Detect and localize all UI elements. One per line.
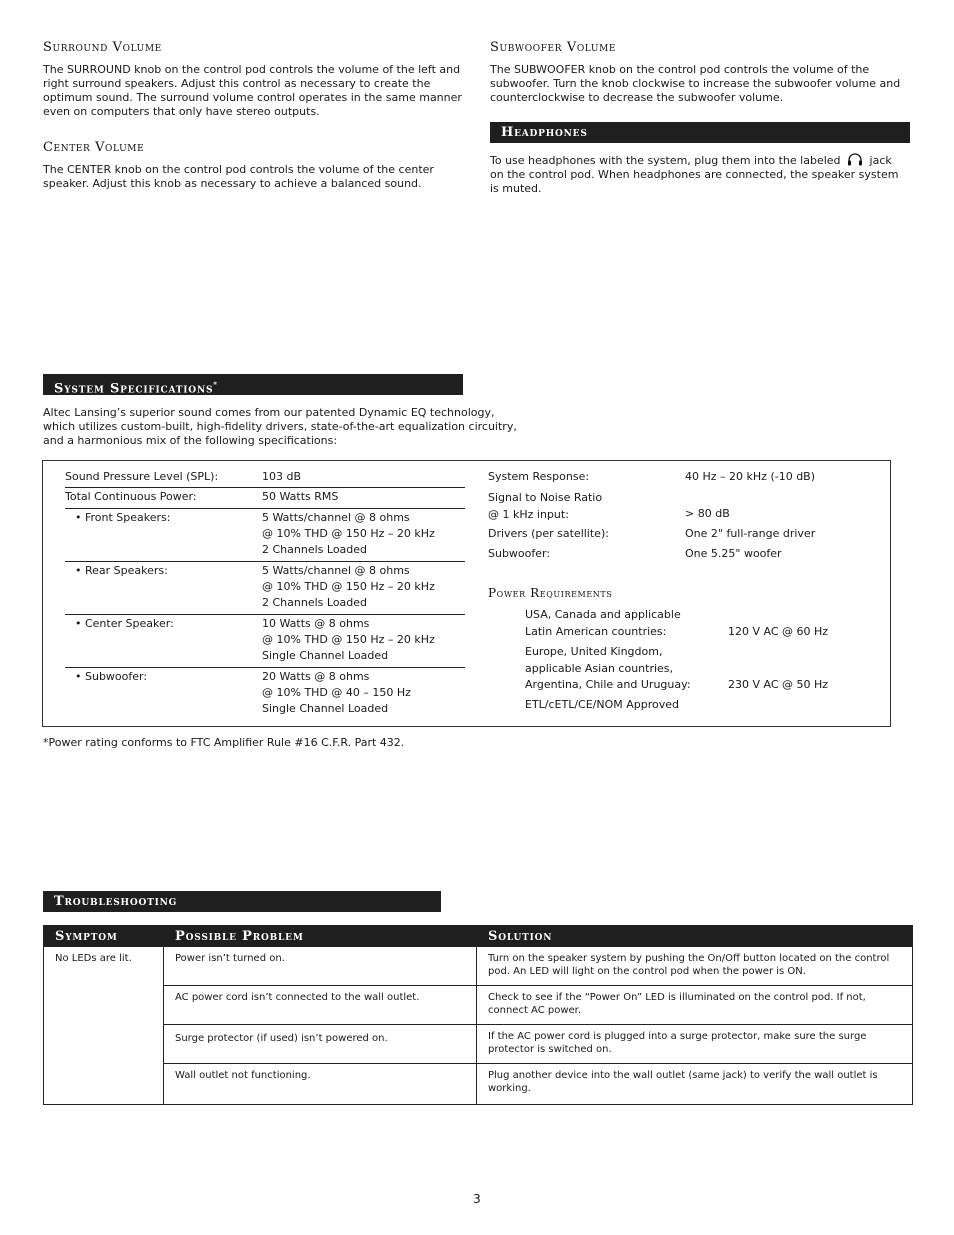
headphones-icon <box>846 152 864 166</box>
power-requirements-heading: Power Requirements <box>488 586 613 600</box>
spec-value: 20 Watts @ 8 ohms @ 10% THD @ 40 – 150 Hz Single Channel Loaded <box>262 670 411 715</box>
spec-value: 40 Hz – 20 kHz (-10 dB) <box>685 470 816 483</box>
spec-value: > 80 dB <box>685 507 730 520</box>
power-label: Europe, United Kingdom, applicable Asian countries, Argentina, Chile and Uruguay: <box>525 645 691 691</box>
spec-value: 10 Watts @ 8 ohms @ 10% THD @ 150 Hz – 20 kHz Single Channel Loaded <box>262 617 435 662</box>
spec-divider <box>65 508 465 509</box>
spec-value: One 2" full-range driver <box>685 527 816 540</box>
spec-label: • Subwoofer: <box>75 670 148 683</box>
solution-cell: Turn on the speaker system by pushing the On/Off button located on the control pod. An LED will light on the control pod when the power is ON. <box>477 947 913 986</box>
spec-value: 103 dB <box>262 470 302 483</box>
specifications-intro: Altec Lansing’s superior sound comes from our patented Dynamic EQ technology, which utilizes custom-built, high-fidelity drivers, state-of-the-art equalization circuitry, and a harmonious mix of the following specifications: <box>43 406 517 447</box>
spec-label: Subwoofer: <box>488 547 551 560</box>
problem-cell: Wall outlet not functioning. <box>164 1064 477 1105</box>
system-specifications-heading-bar <box>43 374 463 395</box>
spec-divider <box>65 561 465 562</box>
table-row <box>44 986 913 1025</box>
table-row <box>44 947 913 986</box>
troubleshooting-table <box>43 925 913 1105</box>
spec-divider <box>65 667 465 668</box>
spec-value: 5 Watts/channel @ 8 ohms @ 10% THD @ 150 Hz – 20 kHz 2 Channels Loaded <box>262 564 435 609</box>
spec-label: Drivers (per satellite): <box>488 527 609 540</box>
solution-cell: Check to see if the “Power On” LED is illuminated on the control pod. If not, connect AC power. <box>477 986 913 1025</box>
problem-cell: AC power cord isn’t connected to the wall outlet. <box>164 986 477 1025</box>
spec-label: System Response: <box>488 470 590 483</box>
power-value: 120 V AC @ 60 Hz <box>728 624 829 638</box>
spec-label: Total Continuous Power: <box>65 490 197 503</box>
column-header-solution: Solution <box>477 926 913 947</box>
power-rating-footnote: *Power rating conforms to FTC Amplifier Rule #16 C.F.R. Part 432. <box>43 736 405 749</box>
headphones-text-after: jack on the control pod. When headphones are connected, the speaker system is muted. <box>490 154 899 195</box>
headphones-heading-bar <box>490 122 910 143</box>
subwoofer-volume-heading: Subwoofer Volume <box>490 40 617 55</box>
surround-volume-text: The SURROUND knob on the control pod controls the volume of the left and right surround speakers. Adjust this control as necessary to create the optimum sound. The surround volume control operates in the same manner even on computers that only have stereo outputs. <box>43 63 462 118</box>
column-header-symptom: Symptom <box>44 926 164 947</box>
spec-divider <box>65 614 465 615</box>
surround-volume-heading: Surround Volume <box>43 40 162 55</box>
spec-divider <box>65 487 465 488</box>
spec-label: • Rear Speakers: <box>75 564 168 577</box>
table-row <box>44 1025 913 1064</box>
headphones-text-before: To use headphones with the system, plug them into the labeled <box>490 154 841 167</box>
power-label: ETL/cETL/CE/NOM Approved <box>525 698 680 711</box>
subwoofer-volume-text: The SUBWOOFER knob on the control pod controls the volume of the subwoofer. Turn the knob clockwise to increase the subwoofer volume and counterclockwise to decrease the subwoofer volume. <box>490 63 901 104</box>
spec-value: One 5.25" woofer <box>685 547 782 560</box>
troubleshooting-heading: Troubleshooting <box>54 894 178 909</box>
spec-value: 5 Watts/channel @ 8 ohms @ 10% THD @ 150 Hz – 20 kHz 2 Channels Loaded <box>262 511 435 556</box>
problem-cell: Surge protector (if used) isn’t powered on. <box>164 1025 477 1064</box>
center-volume-text: The CENTER knob on the control pod controls the volume of the center speaker. Adjust this knob as necessary to achieve a balanced sound. <box>43 163 434 190</box>
headphones-text <box>490 152 908 196</box>
center-volume-heading: Center Volume <box>43 140 145 155</box>
power-label: USA, Canada and applicable Latin American countries: <box>525 608 681 638</box>
troubleshooting-heading-bar <box>43 891 441 912</box>
symptom-cell: No LEDs are lit. <box>44 947 164 1105</box>
headphones-heading: Headphones <box>501 125 588 140</box>
power-value: 230 V AC @ 50 Hz <box>728 678 829 691</box>
spec-label: Signal to Noise Ratio @ 1 kHz input: <box>488 491 603 521</box>
specifications-footnote-mark: * <box>213 380 218 389</box>
specifications-box <box>42 460 891 727</box>
system-specifications-heading: System Specifications <box>54 381 214 397</box>
spec-value: 50 Watts RMS <box>262 490 339 503</box>
solution-cell: If the AC power cord is plugged into a surge protector, make sure the surge protector is switched on. <box>477 1025 913 1064</box>
column-header-possible-problem: Possible Problem <box>164 926 477 947</box>
spec-label: Sound Pressure Level (SPL): <box>65 470 219 483</box>
page-number: 3 <box>473 1192 481 1206</box>
spec-label: • Front Speakers: <box>75 511 171 524</box>
solution-cell: Plug another device into the wall outlet (same jack) to verify the wall outlet is working. <box>477 1064 913 1105</box>
table-row <box>44 1064 913 1105</box>
problem-cell: Power isn’t turned on. <box>164 947 477 986</box>
spec-label: • Center Speaker: <box>75 617 174 630</box>
table-header-row <box>44 926 913 947</box>
